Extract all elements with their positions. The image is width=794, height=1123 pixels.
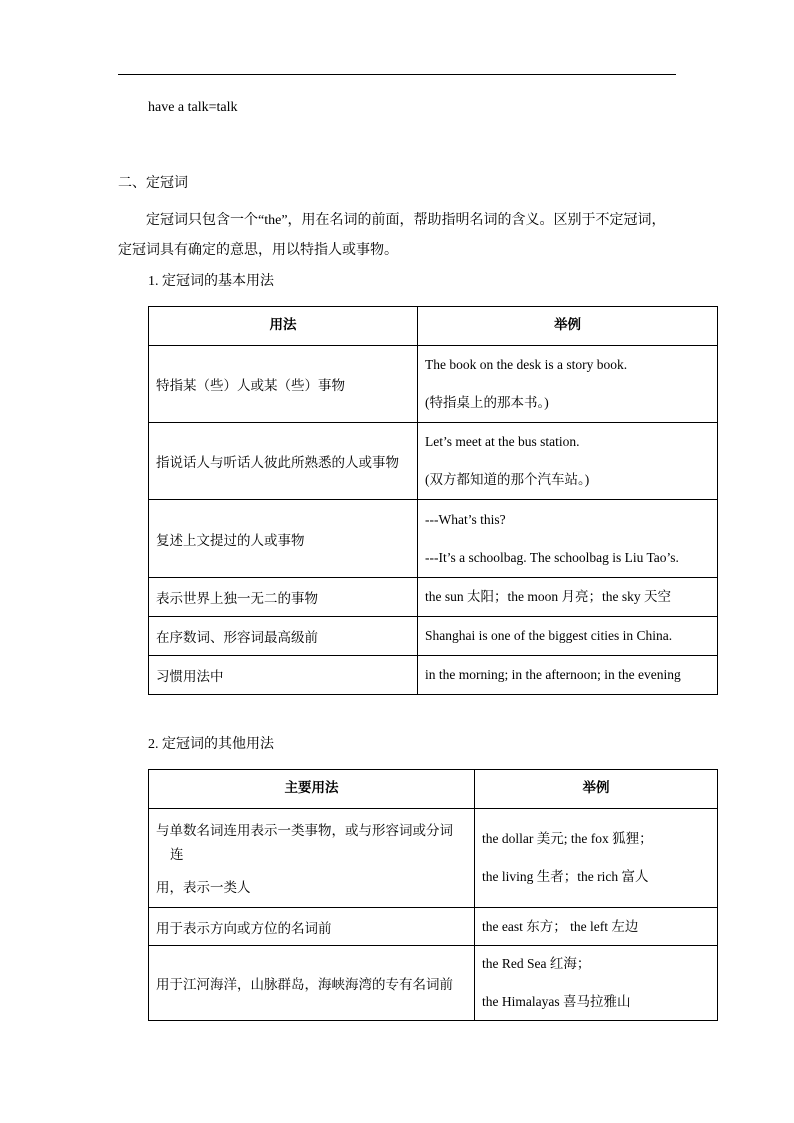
top-text: have a talk=talk: [148, 100, 238, 115]
usage-cell: 复述上文提过的人或事物: [149, 500, 418, 578]
header-example: 举例: [475, 770, 718, 809]
example-line: Shanghai is one of the biggest cities in China.: [425, 628, 673, 643]
example-line: in the morning; in the afternoon; in the evening: [425, 667, 681, 682]
example-line: ---What’s this?: [425, 511, 506, 527]
section-heading: 二、定冠词: [118, 176, 188, 191]
example-cell: [418, 423, 718, 500]
header-example: 举例: [418, 307, 718, 346]
table-row: [149, 617, 718, 656]
example-cell: [475, 908, 718, 946]
example-line: The book on the desk is a story book.: [425, 357, 628, 372]
example-line: the dollar 美元; the fox 狐狸；: [482, 831, 653, 846]
usage-cell: 在序数词、形容词最高级前: [149, 617, 418, 656]
table-row: [149, 578, 718, 617]
example-line: ---It’s a schoolbag. The schoolbag is Liu Tao’s.: [425, 549, 679, 565]
example-line: the east 东方； the left 左边: [482, 918, 639, 934]
example-cell: [418, 617, 718, 656]
table-header-row: [149, 770, 718, 809]
example-cell: [418, 346, 718, 423]
table-row: [149, 908, 718, 946]
usage-line: 连: [170, 847, 184, 862]
intro-paragraph: 定冠词只包含一个“the”，用在名词的前面，帮助指明名词的含义。区别于不定冠词，定冠词具有确定的意思，用以特指人或事物。: [118, 213, 666, 258]
example-line: Let’s meet at the bus station.: [425, 434, 580, 449]
table-row: [149, 346, 718, 423]
subsection-1-title: 1. 定冠词的基本用法: [148, 274, 274, 289]
example-cell: [475, 946, 718, 1021]
table-row: [149, 809, 718, 908]
header-rule: [118, 74, 676, 75]
example-cell: [418, 500, 718, 578]
table-row: [149, 656, 718, 695]
usage-line: 与单数名词连用表示一类事物，或与形容词或分词: [156, 823, 453, 838]
usage-cell: 指说话人与听话人彼此所熟悉的人或事物: [149, 423, 418, 500]
usage-line: 用，表示一类人: [156, 880, 251, 895]
other-usage-table: [148, 769, 718, 1021]
example-cell: [475, 809, 718, 908]
example-line: the Red Sea 红海；: [482, 956, 591, 971]
usage-cell: 习惯用法中: [149, 656, 418, 695]
usage-cell: [149, 809, 475, 908]
example-line: the sun 太阳；the moon 月亮；the sky 天空: [425, 589, 671, 604]
table-header-row: [149, 307, 718, 346]
usage-cell: 特指某（些）人或某（些）事物: [149, 346, 418, 423]
table-row: [149, 946, 718, 1021]
example-line: the living 生者；the rich 富人: [482, 869, 649, 884]
example-line: (特指桌上的那本书。): [425, 395, 549, 410]
basic-usage-table: [148, 306, 718, 695]
example-cell: [418, 578, 718, 617]
example-line: (双方都知道的那个汽车站。): [425, 472, 590, 487]
header-main-usage: 主要用法: [149, 770, 475, 809]
example-line: the Himalayas 喜马拉雅山: [482, 994, 631, 1009]
table-row: [149, 423, 718, 500]
subsection-2-title: 2. 定冠词的其他用法: [148, 737, 274, 752]
usage-cell: 用于表示方向或方位的名词前: [149, 908, 475, 946]
header-usage: 用法: [149, 307, 418, 346]
usage-cell: 表示世界上独一无二的事物: [149, 578, 418, 617]
usage-cell: 用于江河海洋，山脉群岛，海峡海湾的专有名词前: [149, 946, 475, 1021]
table-row: [149, 500, 718, 578]
example-cell: [418, 656, 718, 695]
